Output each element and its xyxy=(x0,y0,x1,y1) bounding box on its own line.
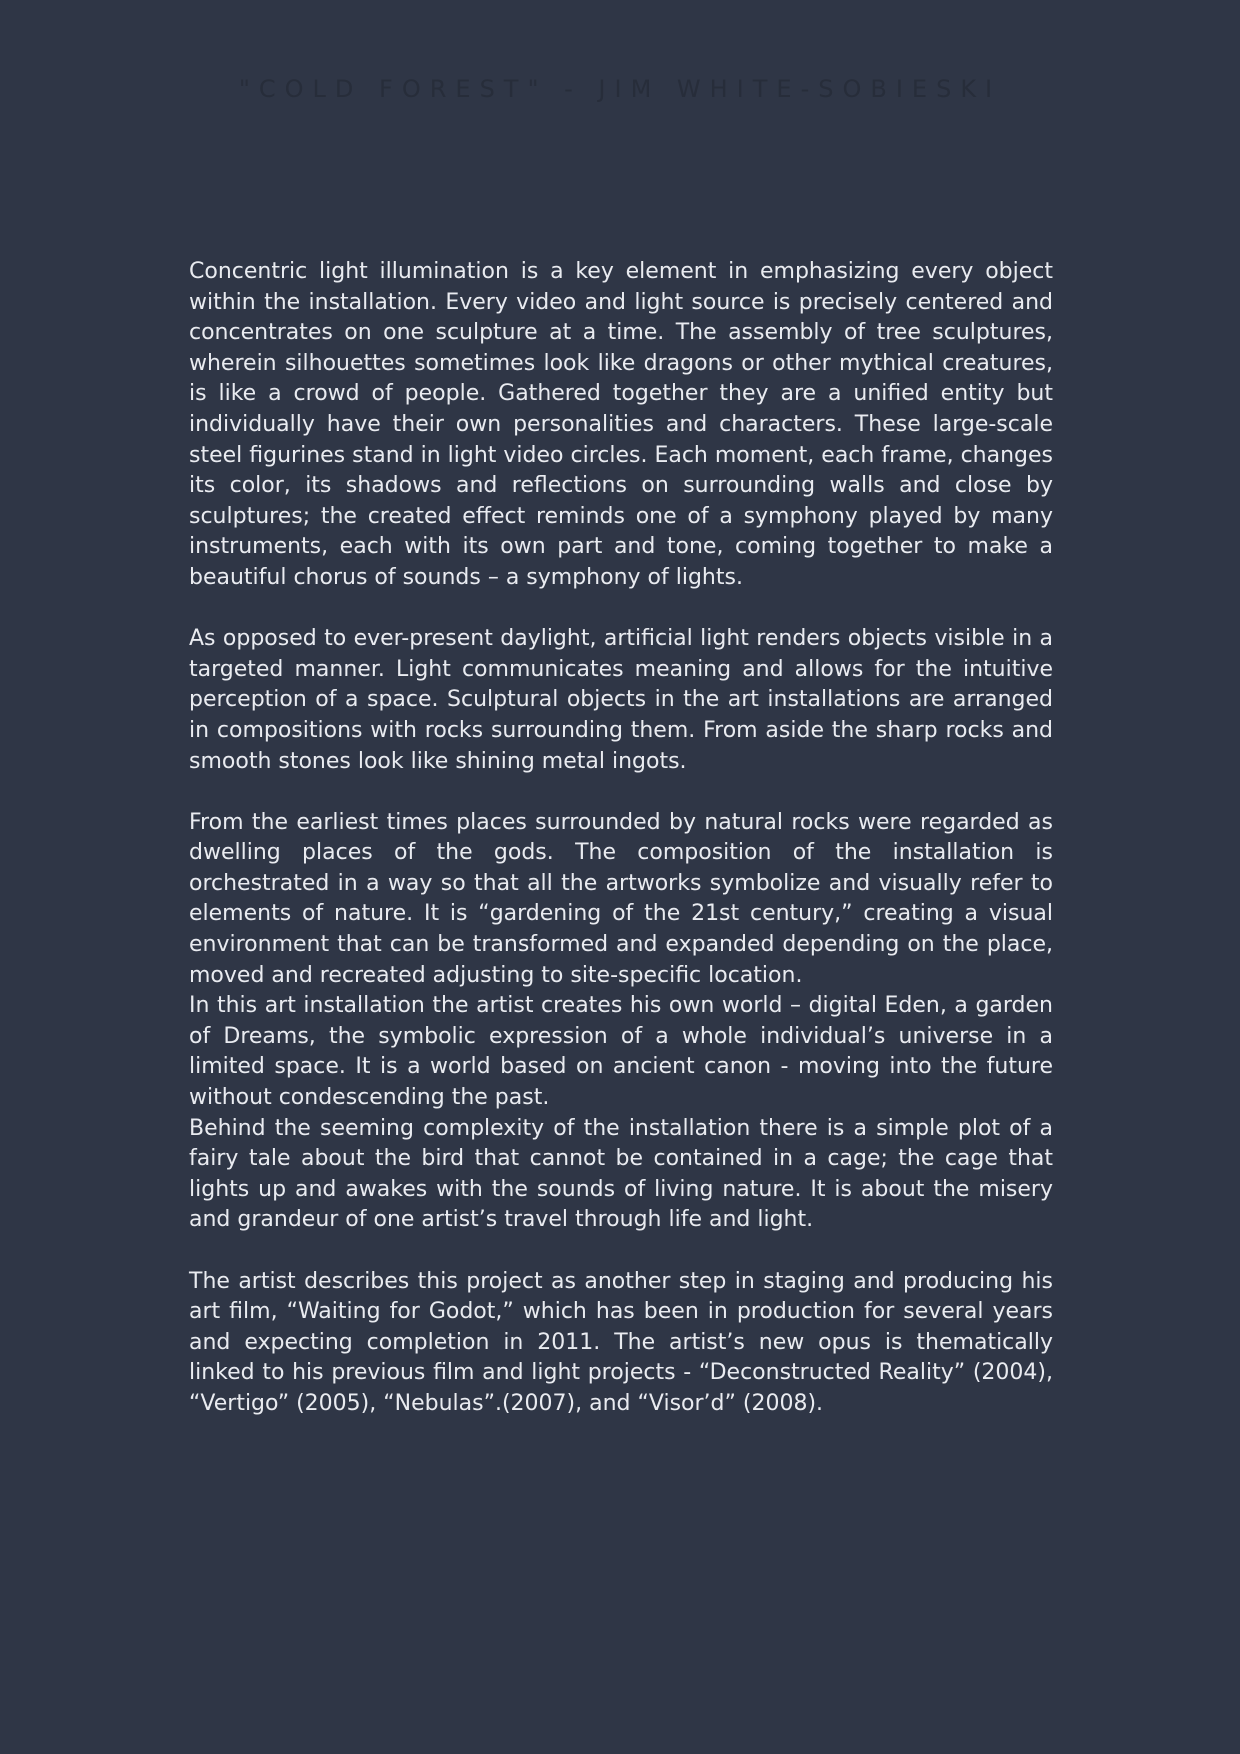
paragraph-earliest-times: From the earliest times places surrounded by natural rocks were regarded as dwelling places of the gods. The composition of the installation is orchestrated in a way so that all the artworks symbolize and visually refer to elements of nature. It is “gardening of the 21st century,” creating a visual environment that can be transformed and expanded depending on the place, moved and recreated adjusting to site-specific location. xyxy=(189,809,1053,988)
page-title: "COLD FOREST" - JIM WHITE-SOBIESKI xyxy=(238,75,1002,103)
paragraph-art-film: The artist describes this project as another step in staging and producing his art film, “Waiting for Godot,” which has been in production for several years and expecting completion in 2011. The artist’s new opus is thematically linked to his previous film and light projects - “Deconstructed Reality” (2004), “Vertigo” (2005), “Nebulas”.(2007), and “Visor’d” (2008). xyxy=(189,1268,1053,1416)
body-text xyxy=(189,257,1053,1420)
paragraph-digital-eden: In this art installation the artist creates his own world – digital Eden, a garden of Dreams, the symbolic expression of a whole individual’s universe in a limited space. It is a world based on ancient canon - moving into the future without condescending the past. xyxy=(189,993,1053,1111)
paragraph-fairy-tale: Behind the seeming complexity of the installation there is a simple plot of a fairy tale about the bird that cannot be contained in a cage; the cage that lights up and awakes with the sounds of living nature. It is about the misery and grandeur of one artist’s travel through life and light. xyxy=(189,1115,1053,1233)
paragraph-concentric-light: Concentric light illumination is a key element in emphasizing every object within the installation. Every video and light source is precisely centered and concentrates on one sculpture at a time. The assembly of tree sculptures, wherein silhouettes sometimes look like dragons or other mythical creatures, is like a crowd of people. Gathered together they are a unified entity but individually have their own personalities and characters. These large-scale steel figurines stand in light video circles. Each moment, each frame, changes its color, its shadows and reflections on surrounding walls and close by sculptures; the created effect reminds one of a symphony played by many instruments, each with its own part and tone, coming together to make a beautiful chorus of sounds – a symphony of lights. xyxy=(189,259,1053,590)
paragraph-artificial-light: As opposed to ever-present daylight, artificial light renders objects visible in a targeted manner. Light communicates meaning and allows for the intuitive perception of a space. Sculptural objects in the art installations are arranged in compositions with rocks surrounding them. From aside the sharp rocks and smooth stones look like shining metal ingots. xyxy=(189,626,1053,774)
